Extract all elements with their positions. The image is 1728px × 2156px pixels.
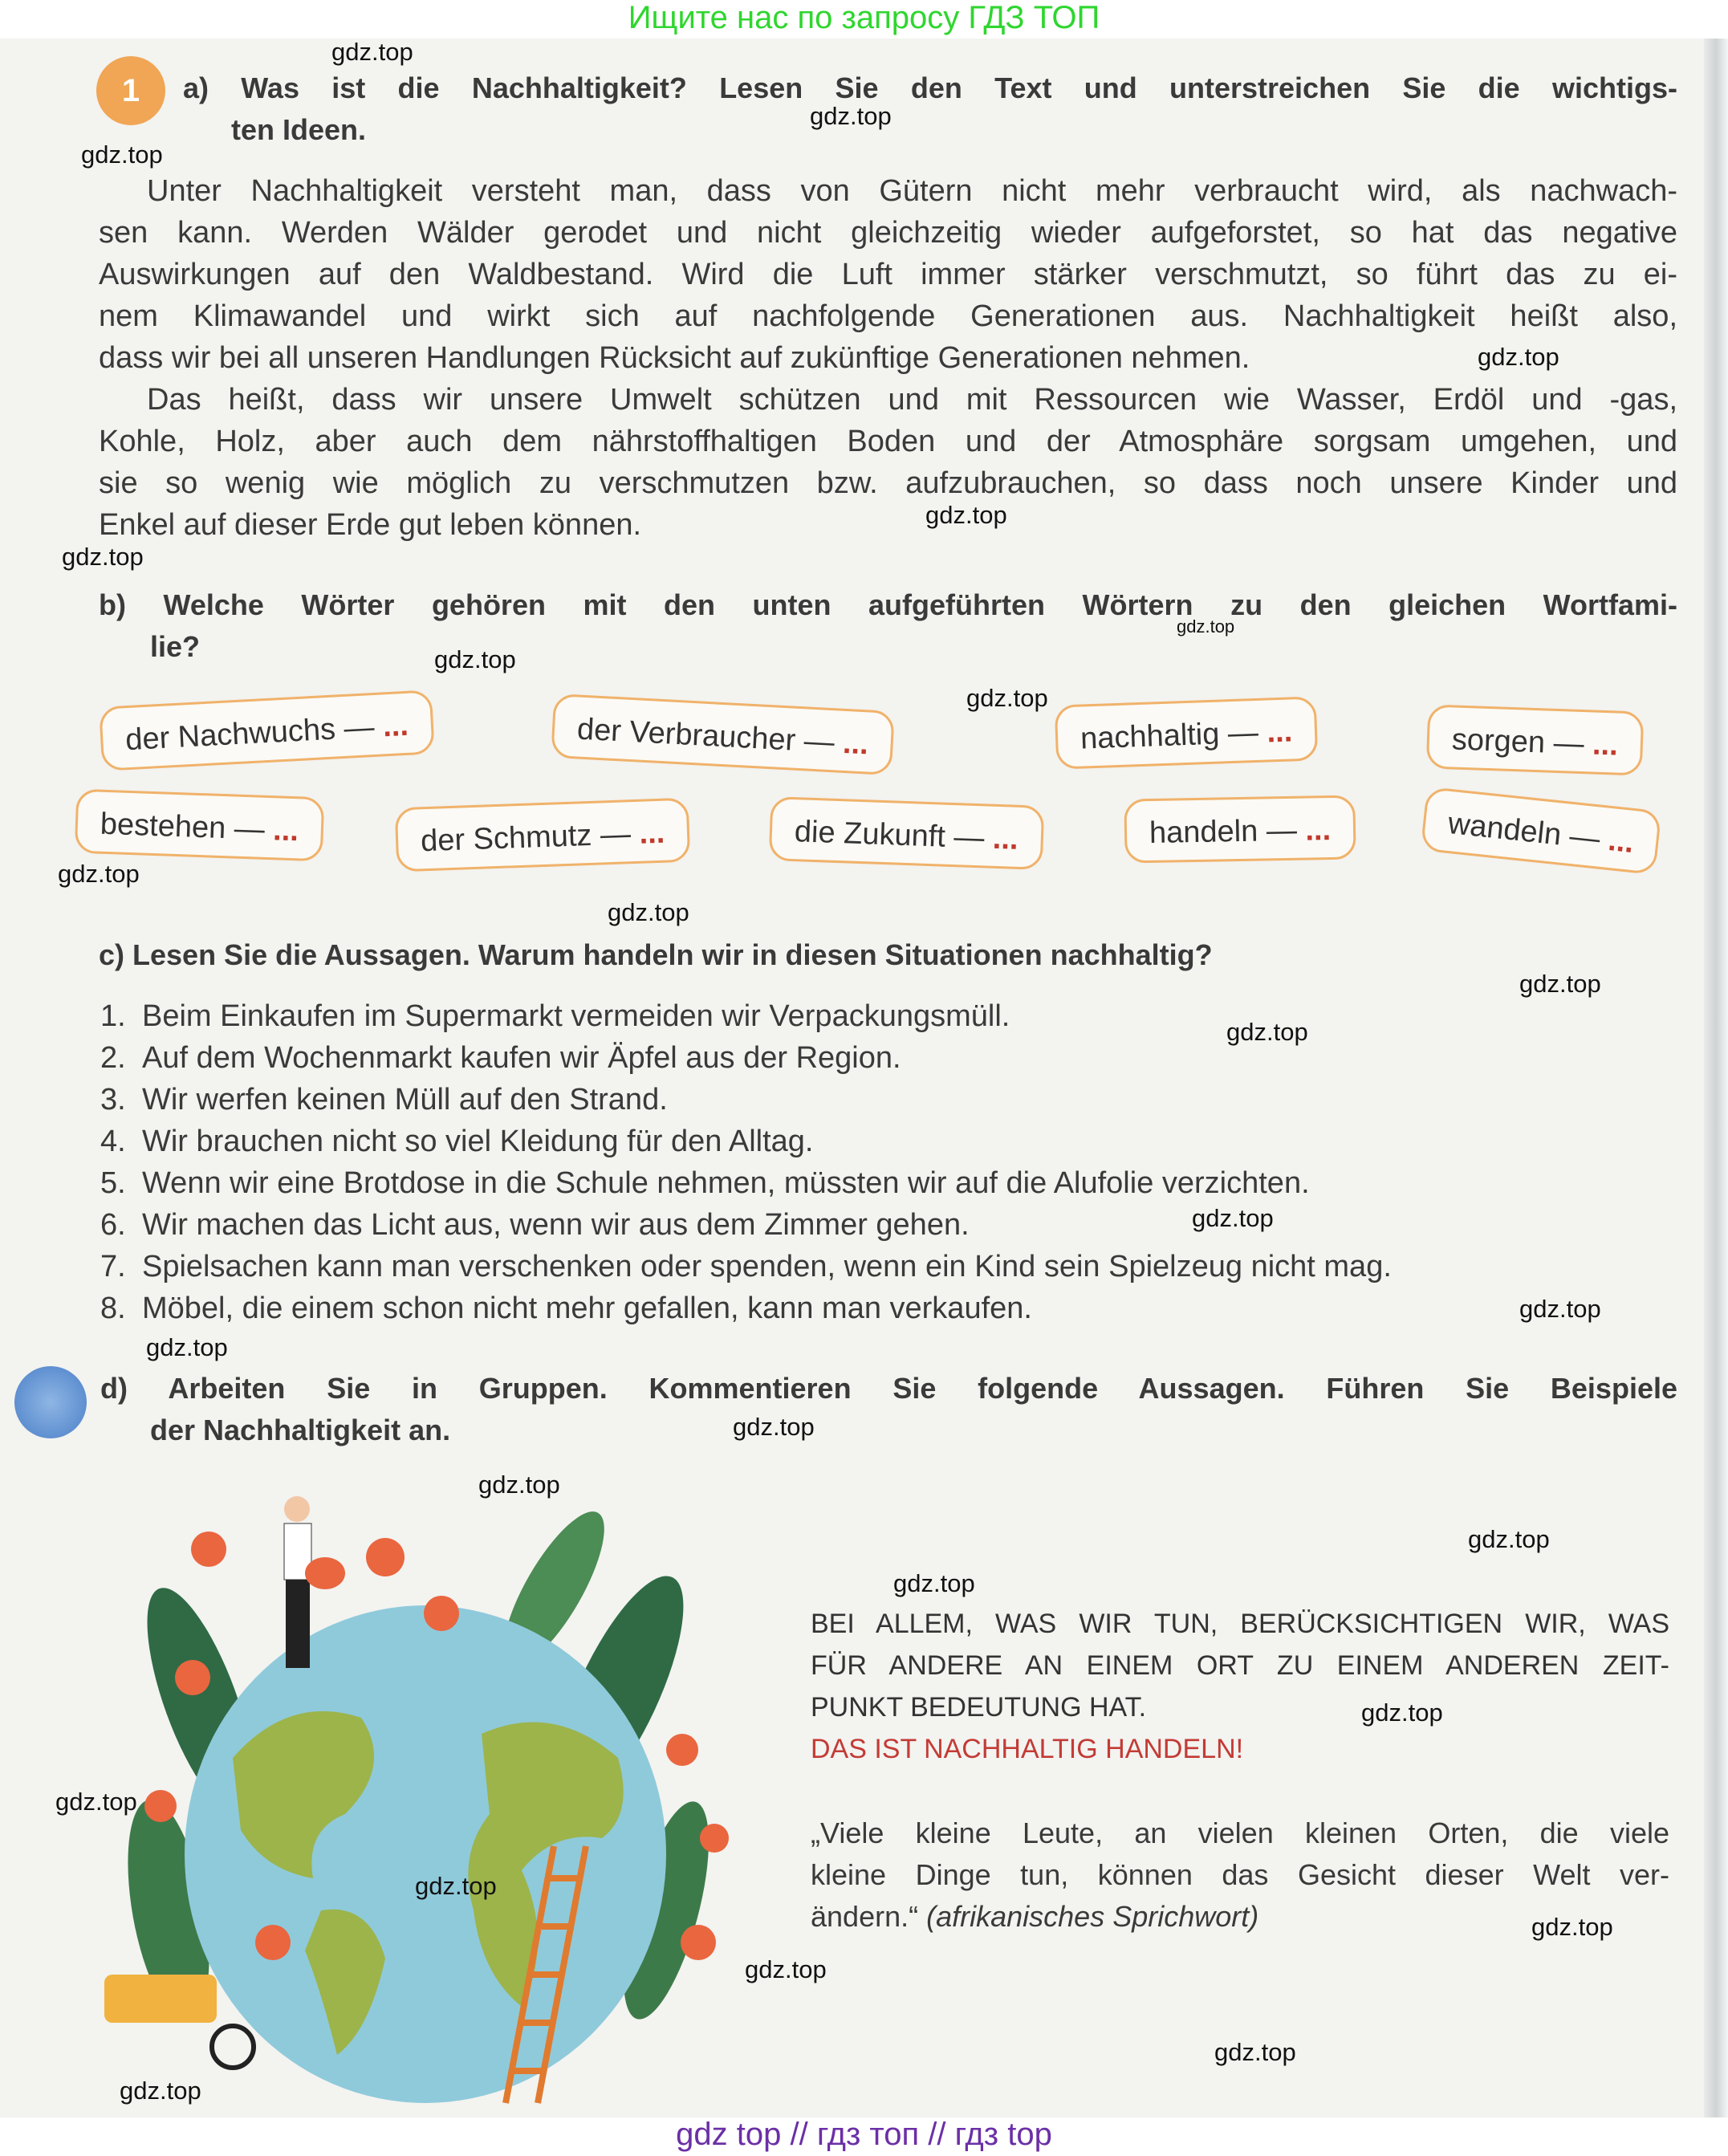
watermark: gdz.top bbox=[893, 1569, 975, 1597]
heading-a: a) Was ist die Nachhaltigkeit? Lesen Sie den Text und unterstreichen Sie die wichtigs- ten Ideen. bbox=[183, 71, 1677, 146]
earth-illustration bbox=[104, 1493, 762, 2111]
watermark: gdz.top bbox=[1177, 616, 1235, 637]
word-box: die Zukunft — ... bbox=[769, 796, 1044, 870]
word-box: handeln — ... bbox=[1124, 795, 1356, 863]
top-banner[interactable]: Ищите нас по запросу ГДЗ ТОП bbox=[628, 0, 1100, 35]
watermark: gdz.top bbox=[62, 543, 144, 571]
word-box: wandeln — ... bbox=[1421, 787, 1662, 875]
word-box: bestehen — ... bbox=[75, 789, 325, 862]
word-box: der Nachwuchs — ... bbox=[99, 690, 434, 771]
watermark: gdz.top bbox=[810, 102, 892, 130]
heading-b: b) Welche Wörter gehören mit den unten aufgeführten Wörtern zu den gleichen Wortfami- lie? bbox=[99, 588, 1677, 663]
handwritten-statement: BEI ALLEM, WAS WIR TUN, BERÜCKSICHTIGEN WIR, WAS FÜR ANDERE AN EINEM ORT ZU EINEM ANDEREN ZEIT- PUNKT BEDEUTUNG HAT. DAS IST NACHHALTIG HANDELN! bbox=[811, 1609, 1669, 1764]
watermark: gdz.top bbox=[434, 645, 516, 673]
watermark: gdz.top bbox=[478, 1471, 560, 1499]
list-item: 6. Wir machen das Licht aus, wenn wir aus dem Zimmer gehen. bbox=[100, 1208, 970, 1242]
watermark: gdz.top bbox=[1361, 1698, 1443, 1727]
list-item: 1. Beim Einkaufen im Supermarkt vermeiden wir Verpackungsmüll. bbox=[100, 999, 1010, 1033]
watermark: gdz.top bbox=[415, 1872, 497, 1900]
watermark: gdz.top bbox=[146, 1333, 228, 1361]
paragraph-1: Unter Nachhaltigkeit versteht man, dass von Gütern nicht mehr verbraucht wird, als nachwach- sen kann. Werden Wälder gerodet und nicht gleichzeitig wieder aufgeforstet, so hat das negative Auswirkungen auf den Waldbestand. Wird die Luft immer stärker verschmutzt, so führt das zu ei- nem Klimawandel und wirkt sich auf nachfolgende Generationen aus. Nachhaltigkeit heißt also, dass wir bei all unseren Handlungen Rücksicht auf zukünftige Generationen nehmen. bbox=[99, 174, 1677, 375]
watermark: gdz.top bbox=[608, 898, 689, 926]
heading-d: d) Arbeiten Sie in Gruppen. Kommentieren Sie folgende Aussagen. Führen Sie Beispiele der Nachhaltigkeit an. bbox=[100, 1372, 1677, 1446]
list-item: 8. Möbel, die einem schon nicht mehr gefallen, kann man verkaufen. bbox=[100, 1292, 1032, 1325]
paragraph-2: Das heißt, dass wir unsere Umwelt schützen und mit Ressourcen wie Wasser, Erdöl und -gas, Kohle, Holz, aber auch dem nährstoffhaltigen Boden und der Atmosphäre sorgsam umgehen, und sie so wenig wie möglich zu verschmutzen bzw. aufzubrauchen, so dass noch unsere Kinder und Enkel auf dieser Erde gut leben können. bbox=[99, 383, 1677, 542]
word-box: der Schmutz — ... bbox=[395, 798, 691, 873]
watermark: gdz.top bbox=[1226, 1018, 1308, 1046]
word-box: der Verbraucher — ... bbox=[551, 694, 895, 775]
task-number-badge: 1 bbox=[96, 56, 165, 125]
statements-list bbox=[100, 995, 1392, 1329]
globe bbox=[185, 1605, 666, 2103]
proverb-quote: „Viele kleine Leute, an vielen kleinen Orten, die viele kleine Dinge tun, können das Gesicht dieser Welt ver- ändern.“ (afrikanisches Sprichwort) bbox=[811, 1816, 1669, 1933]
list-item: 4. Wir brauchen nicht so viel Kleidung für den Alltag. bbox=[100, 1125, 814, 1158]
watermark: gdz.top bbox=[1192, 1204, 1274, 1232]
footer-links[interactable]: gdz top // гдз топ // гдз top bbox=[676, 2117, 1052, 2152]
watermark: gdz.top bbox=[1531, 1913, 1613, 1941]
word-box: nachhaltig — ... bbox=[1055, 696, 1319, 769]
watermark: gdz.top bbox=[58, 860, 140, 888]
list-item: 7. Spielsachen kann man verschenken oder spenden, wenn ein Kind sein Spielzeug nicht mag. bbox=[100, 1250, 1392, 1283]
wheelbarrow-wheel bbox=[212, 2026, 254, 2068]
watermark: gdz.top bbox=[966, 684, 1048, 712]
watermark: gdz.top bbox=[55, 1788, 137, 1816]
list-item: 3. Wir werfen keinen Müll auf den Strand. bbox=[100, 1083, 668, 1117]
watermark: gdz.top bbox=[1519, 970, 1601, 998]
word-box: sorgen — ... bbox=[1426, 704, 1645, 775]
watermark: gdz.top bbox=[1478, 343, 1559, 371]
page-edge-shadow bbox=[1704, 39, 1728, 2117]
wheelbarrow bbox=[104, 1975, 217, 2023]
watermark: gdz.top bbox=[745, 1955, 827, 1983]
list-item: 5. Wenn wir eine Brotdose in die Schule nehmen, müssten wir auf die Alufolie verzichten. bbox=[100, 1166, 1310, 1200]
watermark: gdz.top bbox=[925, 501, 1007, 529]
group-work-icon bbox=[14, 1366, 87, 1438]
watermark: gdz.top bbox=[1468, 1525, 1550, 1553]
watermark: gdz.top bbox=[120, 2077, 201, 2105]
watermark: gdz.top bbox=[81, 140, 163, 169]
watermark: gdz.top bbox=[1214, 2038, 1296, 2066]
watermark: gdz.top bbox=[331, 38, 413, 66]
watermark: gdz.top bbox=[733, 1413, 815, 1441]
heading-c: c) Lesen Sie die Aussagen. Warum handeln wir in diesen Situationen nachhaltig? bbox=[99, 938, 1213, 971]
quote-source: (afrikanisches Sprichwort) bbox=[926, 1900, 1259, 1933]
list-item: 2. Auf dem Wochenmarkt kaufen wir Äpfel aus der Region. bbox=[100, 1041, 901, 1075]
watermark: gdz.top bbox=[1519, 1295, 1601, 1323]
